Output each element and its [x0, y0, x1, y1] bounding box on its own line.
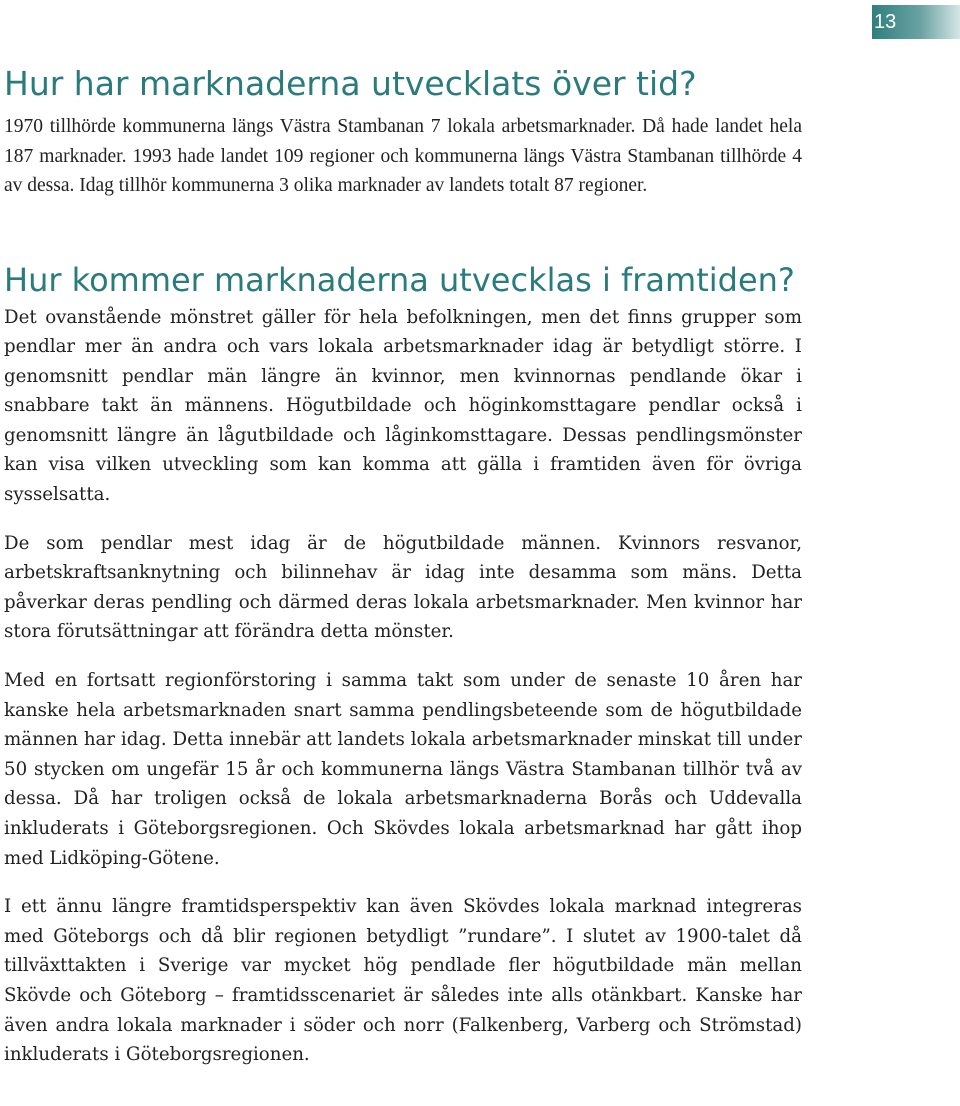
- section-heading-future: Hur kommer marknaderna utvecklas i framtiden?: [4, 260, 795, 299]
- section-heading-history: Hur har marknaderna utvecklats över tid?: [4, 64, 697, 103]
- history-paragraph: 1970 tillhörde kommunerna längs Västra Stambanan 7 lokala arbetsmarknader. Då hade landet hela 187 marknader. 1993 hade landet 109 regioner och kommunerna längs Västra Stambanan tillhörde 4 av dessa. Idag tillhör kommunerna 3 olika marknader av landets totalt 87 regioner.: [4, 116, 802, 196]
- future-paragraph-1: Det ovanstående mönstret gäller för hela befolkningen, men det finns grupper som pendlar mer än andra och vars lokala arbetsmarknader idag är betydligt större. I genomsnitt pendlar män längre än kvinnor, men kvinnornas pendlande ökar i snabbare takt än männens. Högutbildade och höginkomsttagare pendlar också i genomsnitt längre än lågutbildade och låginkomsttagare. Dessas pendlingsmönster kan visa vilken utveckling som kan komma att gälla i framtiden även för övriga sysselsatta.: [4, 306, 802, 506]
- future-paragraph-4: I ett ännu längre framtidsperspektiv kan även Skövdes lokala marknad integreras med Göteborgs och då blir regionen betydligt ”rundare”. I slutet av 1900-talet då tillväxttakten i Sverige var mycket hög pendlade fler högutbildade män mellan Skövde och Göteborg – framtidsscenariet är således inte alls otänkbart. Kanske har även andra lokala marknader i söder och norr (Falkenberg, Varberg och Strömstad) inkluderats i Göteborgsregionen.: [4, 896, 802, 1066]
- future-paragraph-2: De som pendlar mest idag är de högutbildade männen. Kvinnors resvanor, arbetskraftsanknytning och bilinnehav är idag inte desamma som mäns. Detta påverkar deras pendling och därmed deras lokala arbetsmarknader. Men kvinnor har stora förutsättningar att förändra detta mönster.: [4, 532, 802, 643]
- future-paragraph-3: Med en fortsatt regionförstoring i samma takt som under de senaste 10 åren har kanske hela arbetsmarknaden snart samma pendlingsbeteende som de högutbildade männen har idag. Detta innebär att landets lokala arbetsmarknader minskat till under 50 stycken om ungefär 15 år och kommunerna längs Västra Stambanan tillhör två av dessa. Då har troligen också de lokala arbetsmarknaderna Borås och Uddevalla inkluderats i Göteborgsregionen. Och Skövdes lokala arbetsmarknad har gått ihop med Lidköping-Götene.: [4, 670, 802, 869]
- page-content: [4, 62, 802, 1070]
- page-number-tab: [872, 5, 960, 39]
- page-number: 13: [874, 11, 897, 33]
